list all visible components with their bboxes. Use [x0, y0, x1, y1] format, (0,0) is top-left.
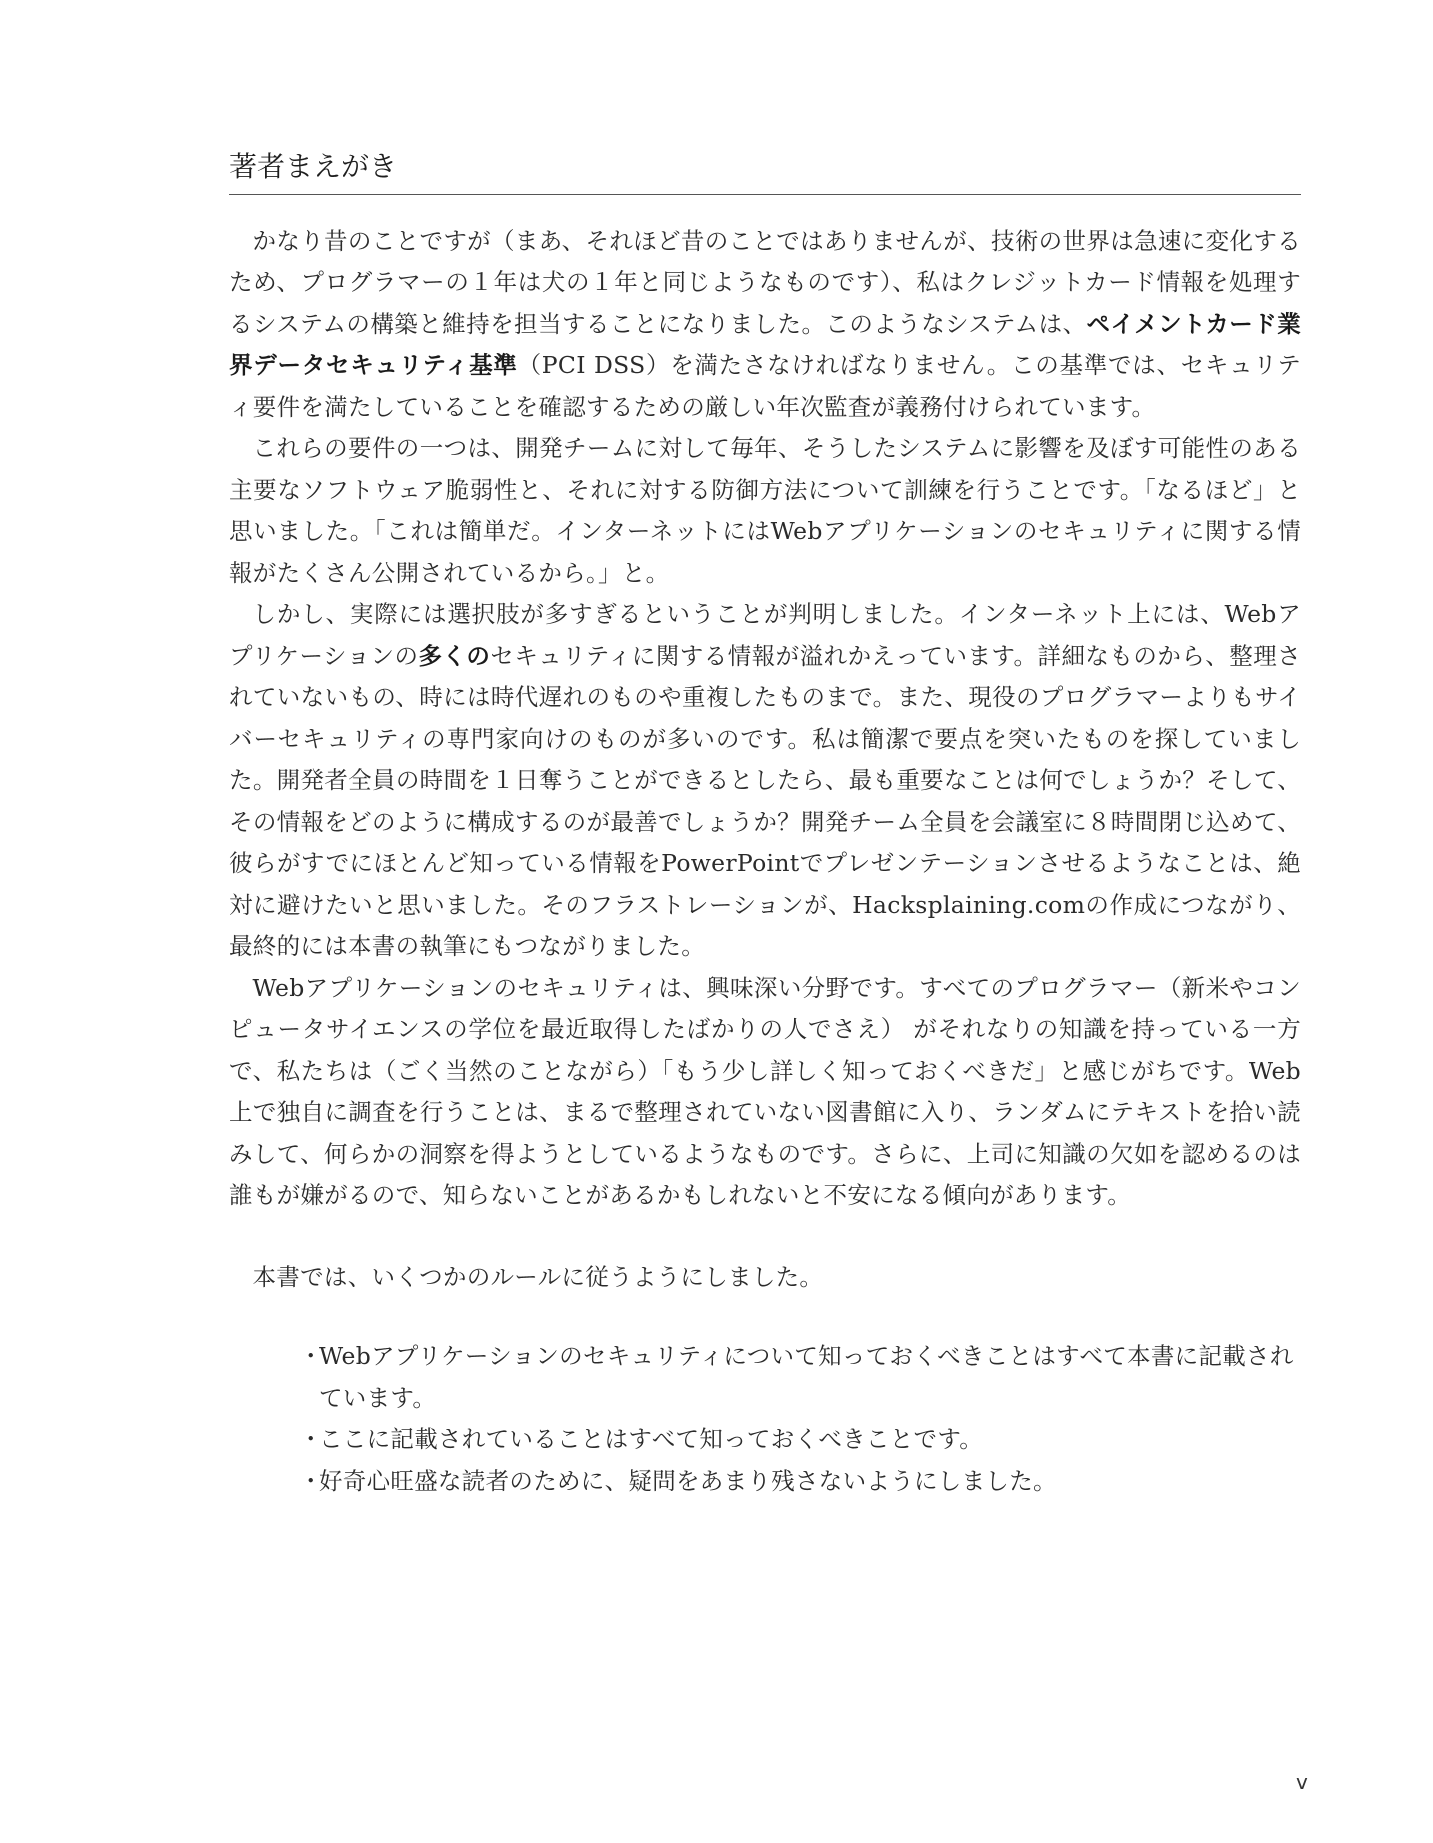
paragraph-2: これらの要件の一つは、開発チームに対して毎年、そうしたシステムに影響を及ぼす可能性のある主要なソフトウェア脆弱性と、それに対する防御方法について訓練を行うことです。「なるほど」と思いました。「これは簡単だ。インターネットにはWebアプリケーションのセキュリティに関する情報がたくさん公開されているから。」と。: [229, 434, 1301, 587]
list-item-text: 好奇心旺盛な読者のために、疑問をあまり残さないようにしました。: [319, 1466, 1057, 1495]
paragraph-4: Webアプリケーションのセキュリティは、興味深い分野です。すべてのプログラマー（新米やコンピュータサイエンスの学位を最近取得したばかりの人でさえ） がそれなりの知識を持っている一方で、私たちは（ごく当然のことながら）「もう少し詳しく知っておくべきだ」と感じがちです。Web上で独自に調査を行うことは、まるで整理されていない図書館に入り、ランダムにテキストを拾い読みして、何らかの洞察を得ようとしているようなものです。さらに、上司に知識の欠如を認めるのは誰もが嫌がるので、知らないことがあるかもしれないと不安になる傾向があります。: [229, 973, 1301, 1210]
page-content: [229, 150, 1301, 1502]
many-emphasis: 多くの: [418, 641, 491, 670]
bullet-icon: ・: [299, 1342, 323, 1371]
pci-dss-term: ペイメントカード業界データセキュリティ基準: [229, 309, 1301, 380]
paragraph-3: [229, 594, 1301, 968]
bullet-icon: ・: [299, 1466, 323, 1495]
page-number: v: [1296, 1770, 1308, 1794]
list-item: [299, 1461, 1301, 1503]
rules-list: [229, 1336, 1301, 1502]
page-title: 著者まえがき: [229, 150, 398, 183]
list-item: [299, 1419, 1301, 1461]
paragraph-3-text-end: セキュリティに関する情報が溢れかえっています。詳細なものから、整理されていないもの、時には時代遅れのものや重複したものまで。また、現役のプログラマーよりもサイバーセキュリティの専門家向けのものが多いのです。私は簡潔で要点を突いたものを探していました。開発者全員の時間を１日奪うことができるとしたら、最も重要なことは何でしょうか？そして、その情報をどのように構成するのが最善でしょうか？開発チーム全員を会議室に８時間閉じ込めて、彼らがすでにほとんど知っている情報をPowerPointでプレゼンテーションさせるようなことは、絶対に避けたいと思いました。そのフラストレーションが、Hacksplaining.comの作成につながり、最終的には本書の執筆にもつながりました。: [229, 641, 1301, 961]
bullet-icon: ・: [299, 1425, 323, 1454]
list-item-text: Webアプリケーションのセキュリティについて知っておくべきことはすべて本書に記載されています。: [319, 1342, 1294, 1412]
paragraph-spacer: [229, 1217, 1301, 1257]
paragraph-3-text-start: しかし、実際には選択肢が多すぎるということが判明しました。インターネット上には、Webアプリケーションの: [229, 600, 1301, 670]
rules-intro: 本書では、いくつかのルールに従うようにしました。: [252, 1262, 824, 1291]
paragraph-1-text-start: かなり昔のことですが（まあ、それほど昔のことではありませんが、技術の世界は急速に変化するため、プログラマーの１年は犬の１年と同じようなものです）、私はクレジットカード情報を処理するシステムの構築と維持を担当することになりました。このようなシステムは、: [229, 226, 1301, 338]
list-item-text: ここに記載されていることはすべて知っておくべきことです。: [319, 1425, 984, 1454]
paragraph-1-text-end: （PCI DSS）を満たさなければなりません。この基準では、セキュリティ要件を満たしていることを確認するための厳しい年次監査が義務付けられています。: [229, 351, 1301, 421]
paragraph-1: [229, 221, 1301, 429]
heading-divider: [229, 194, 1301, 195]
list-item: [299, 1336, 1301, 1419]
